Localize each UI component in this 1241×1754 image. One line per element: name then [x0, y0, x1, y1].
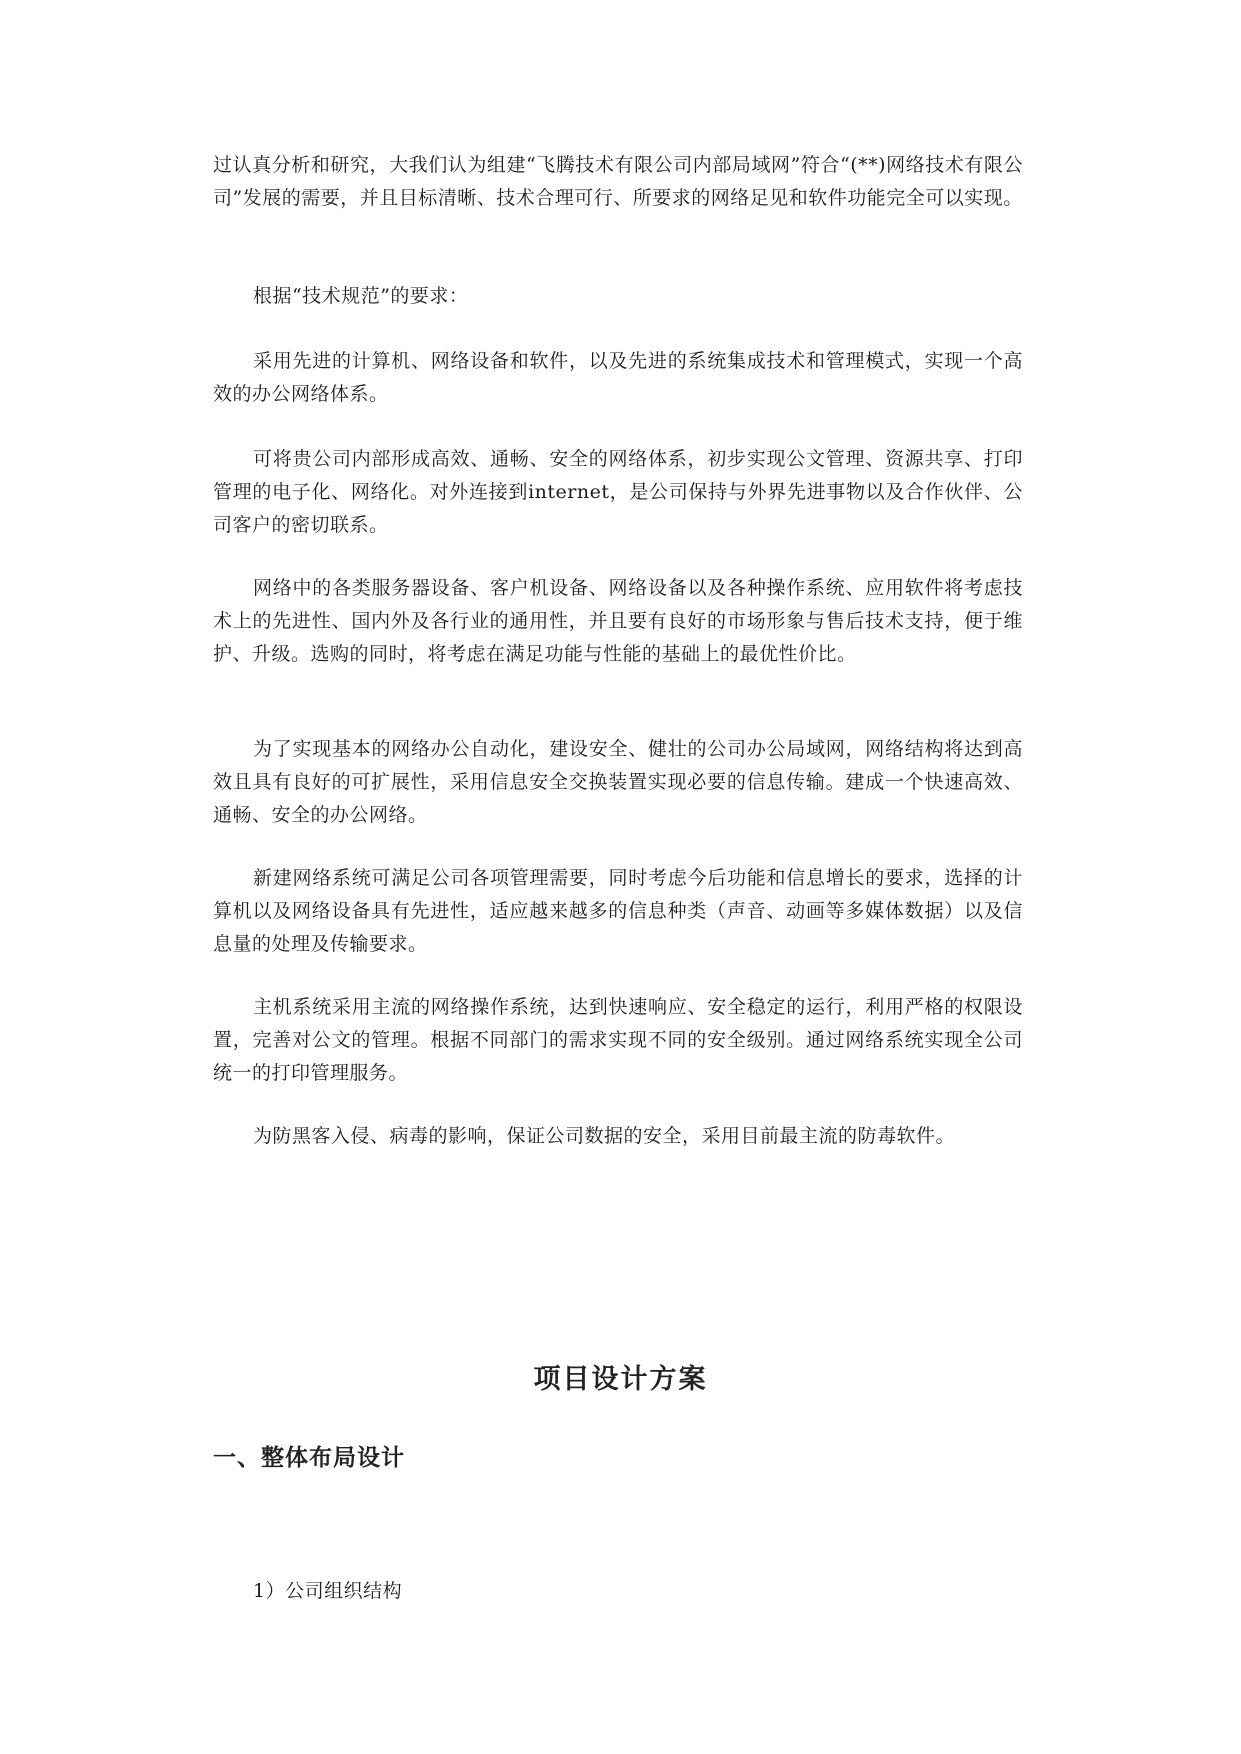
paragraph-spec-intro: 根据“技术规范”的要求： — [253, 285, 469, 307]
paragraph-equipment: 网络中的各类服务器设备、客户机设备、网络设备以及各种操作系统、应用软件将考虑技术上的先进性、国内外及各行业的通用性，并且要有良好的市场形象与售后技术支持，便于维护、升级。选购的同时，将考虑在满足功能与性能的基础上的最优性价比。 — [213, 577, 1023, 665]
section-heading: 一、整体布局设计 — [213, 1445, 405, 1471]
paragraph-host-system: 主机系统采用主流的网络操作系统，达到快速响应、安全稳定的运行，利用严格的权限设置，完善对公文的管理。根据不同部门的需求实现不同的安全级别。通过网络系统实现全公司统一的打印管理服务。 — [213, 996, 1023, 1084]
paragraph-advanced-tech: 采用先进的计算机、网络设备和软件，以及先进的系统集成技术和管理模式，实现一个高效的办公网络体系。 — [213, 350, 1023, 405]
sub-item-org-structure: 1）公司组织结构 — [253, 1580, 403, 1602]
paragraph-antivirus: 为防黑客入侵、病毒的影响，保证公司数据的安全，采用目前最主流的防毒软件。 — [253, 1125, 956, 1147]
paragraph-conclusion: 过认真分析和研究，大我们认为组建“飞腾技术有限公司内部局域网”符合“(**)网络技术有限公司”发展的需要，并且目标清晰、技术合理可行、所要求的网络足见和软件功能完全可以实现。 — [213, 154, 1023, 209]
paragraph-network-system: 可将贵公司内部形成高效、通畅、安全的网络体系，初步实现公文管理、资源共享、打印管理的电子化、网络化。对外连接到internet，是公司保持与外界先进事物以及合作伙伴、公司客户的密切联系。 — [213, 448, 1023, 536]
paragraph-new-network: 新建网络系统可满足公司各项管理需要，同时考虑今后功能和信息增长的要求，选择的计算机以及网络设备具有先进性，适应越来越多的信息种类（声音、动画等多媒体数据）以及信息量的处理及传输要求。 — [213, 867, 1023, 955]
document-title: 项目设计方案 — [533, 1364, 708, 1395]
paragraph-office-automation: 为了实现基本的网络办公自动化，建设安全、健壮的公司办公局域网，网络结构将达到高效且具有良好的可扩展性，采用信息安全交换装置实现必要的信息传输。建成一个快速高效、通畅、安全的办公网络。 — [213, 738, 1023, 826]
